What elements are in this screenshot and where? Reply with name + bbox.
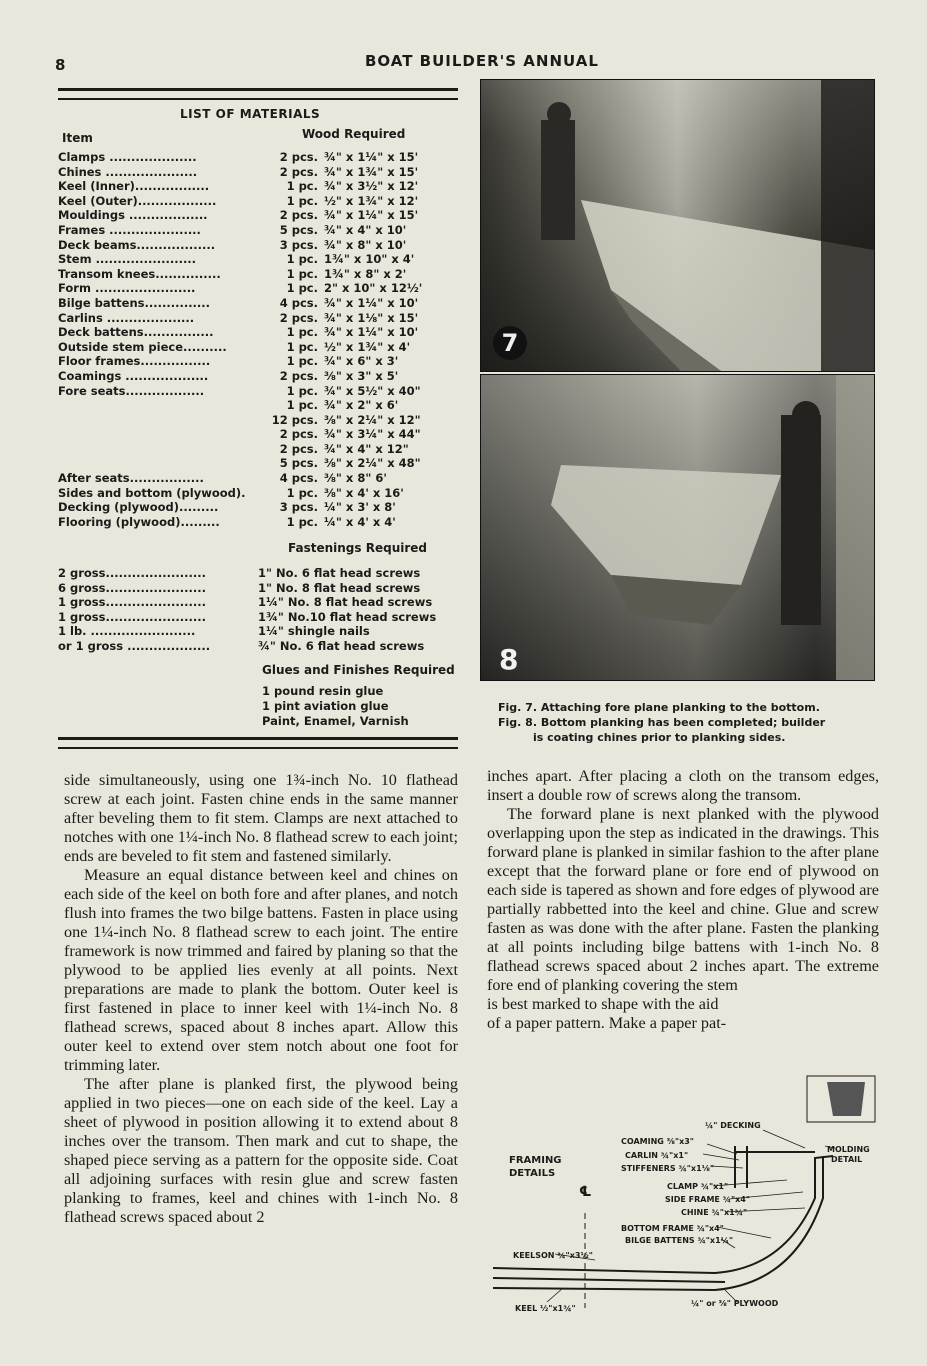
material-row <box>58 427 458 442</box>
material-qty: 5 pcs. <box>279 222 318 237</box>
material-qty: 1 pc. <box>286 179 318 194</box>
material-qty: 1 pc. <box>286 266 318 281</box>
label-centerline: ℄ <box>579 1184 592 1200</box>
label-bottom-frame: BOTTOM FRAME ¾"x4" <box>621 1224 724 1233</box>
label-molding: MOLDING <box>827 1145 870 1154</box>
material-qty: 1 pc. <box>286 193 318 208</box>
photo-fig-7 <box>480 79 875 372</box>
glue-item: 1 pound resin glue <box>262 684 384 698</box>
material-item: Chines ..................... <box>58 164 198 179</box>
material-qty: 12 pcs. <box>271 412 318 427</box>
material-qty: 5 pcs. <box>279 456 318 471</box>
material-item: Carlins .................... <box>58 310 195 325</box>
fastening-row <box>58 595 458 610</box>
caption-fig-7: Fig. 7. Attaching fore plane planking to the bottom. <box>498 701 820 714</box>
material-row <box>58 442 458 457</box>
page-number: 8 <box>55 56 66 74</box>
material-item: Deck battens................ <box>58 325 214 340</box>
material-qty: 1 pc. <box>286 354 318 369</box>
fastening-row <box>58 581 458 596</box>
materials-col-item: Item <box>62 131 93 145</box>
material-dims: ⅜" x 2¼" x 12" <box>324 412 421 427</box>
material-qty: 2 pcs. <box>279 310 318 325</box>
label-bilge-battens: BILGE BATTENS ¾"x1¼" <box>625 1236 734 1245</box>
label-stiffeners: STIFFENERS ¾"x1⅛" <box>621 1164 715 1173</box>
material-qty: 2 pcs. <box>279 164 318 179</box>
material-row <box>58 384 458 399</box>
material-item: Bilge battens............... <box>58 295 211 310</box>
material-row <box>58 296 458 311</box>
photo-fig-8 <box>480 374 875 681</box>
material-item: Transom knees............... <box>58 266 221 281</box>
material-item: Floor frames................ <box>58 354 211 369</box>
material-item <box>58 413 258 428</box>
fig-7-badge: 7 <box>493 326 527 360</box>
fastening-qty: 2 gross....................... <box>58 566 206 580</box>
glues-list <box>262 684 409 729</box>
material-qty: 1 pc. <box>286 325 318 340</box>
fastening-desc: 1¾" No.10 flat head screws <box>258 609 437 624</box>
top-double-rule <box>58 88 458 100</box>
fastenings-list <box>58 566 458 654</box>
fastening-row <box>58 639 458 654</box>
material-row <box>58 354 458 369</box>
label-plywood: ¼" or ⅜" PLYWOOD <box>691 1299 779 1308</box>
material-dims: ¾" x 4" x 12" <box>324 441 409 456</box>
material-row <box>58 500 458 515</box>
fastening-desc: 1¼" No. 8 flat head screws <box>258 595 433 610</box>
label-chine: CHINE ¾"x1¾" <box>681 1208 748 1217</box>
material-item: Clamps .................... <box>58 150 197 164</box>
material-item <box>58 398 258 413</box>
material-qty: 1 pc. <box>286 252 318 267</box>
fastening-desc: 1¼" shingle nails <box>258 624 370 639</box>
fastening-row <box>58 566 458 581</box>
material-qty: 2 pcs. <box>279 208 318 223</box>
fastening-row <box>58 610 458 625</box>
material-row <box>58 413 458 428</box>
fastenings-title: Fastenings Required <box>288 541 427 555</box>
fastening-desc: 1" No. 8 flat head screws <box>258 580 421 595</box>
material-qty: 3 pcs. <box>279 237 318 252</box>
label-keelson: KEELSON ¾"x3½" <box>513 1251 593 1260</box>
material-row <box>58 515 458 530</box>
caption-fig-8-line2: is coating chines prior to planking sides. <box>533 731 786 744</box>
glues-title: Glues and Finishes Required <box>262 663 455 677</box>
material-dims: ¾" x 1¼" x 10' <box>324 295 419 310</box>
label-coaming: COAMING ⅜"x3" <box>621 1137 694 1146</box>
material-dims: ¾" x 4" x 10' <box>324 222 407 237</box>
framing-details-diagram <box>485 1068 885 1318</box>
material-dims: ⅜" x 4' x 16' <box>324 485 404 500</box>
fastening-qty: or 1 gross ................... <box>58 638 211 653</box>
material-qty: 4 pcs. <box>279 295 318 310</box>
material-row <box>58 194 458 209</box>
material-item: Flooring (plywood)......... <box>58 514 220 529</box>
material-dims: ¾" x 1⅛" x 15' <box>324 310 419 325</box>
material-qty: 2 pcs. <box>279 368 318 383</box>
material-dims: ⅜" x 8" 6' <box>324 471 387 486</box>
material-item <box>58 427 258 442</box>
body-column-left <box>64 771 458 1227</box>
material-dims: ½" x 1¾" x 4' <box>324 339 411 354</box>
body-right-paragraph-2: The forward plane is next planked with the plywood overlapping upon the step as indicated in the drawings. This forward plane is planked in similar fashion to the after plane except that the forward plane or fore end of plywood on each side is tapered as shown and fore edges of plywood are partially rabbetted into the keel and chine. Glue and screw fasten as was done with the after plane. Fasten the planking at all points including bilge battens with 1-inch No. 8 flathead screws spaced about 2 inches apart. The extreme fore end of planking covering the stem <box>487 805 879 994</box>
material-dims: ½" x 1¾" x 12' <box>324 193 419 208</box>
material-row <box>58 340 458 355</box>
material-qty: 2 pcs. <box>279 441 318 456</box>
material-dims: ¾" x 2" x 6' <box>324 398 399 413</box>
label-side-frame: SIDE FRAME ¾"x4" <box>665 1195 750 1204</box>
material-dims: ¾" x 3¼" x 44" <box>324 427 421 442</box>
material-row <box>58 252 458 267</box>
material-item: Deck beams.................. <box>58 237 216 252</box>
body-left-paragraph-1: side simultaneously, using one 1¾-inch No. 10 flathead screw at each joint. Fasten chine ends in the same manner after beveling them to fit stem. Clamps are next attached to notches with one 1¼-inch No. 8 flathead screw to each joint; ends are beveled to fit stem and fastened similarly. <box>64 771 458 865</box>
material-dims: ⅜" x 3" x 5' <box>324 368 399 383</box>
material-qty: 2 pcs. <box>279 150 318 164</box>
material-item: Form ....................... <box>58 281 196 296</box>
material-dims: ¾" x 1¼" x 10' <box>324 325 419 340</box>
material-dims: 2" x 10" x 12½' <box>324 281 423 296</box>
running-title: BOAT BUILDER'S ANNUAL <box>365 52 599 70</box>
material-row <box>58 179 458 194</box>
diagram-title-line2: DETAILS <box>509 1168 556 1179</box>
material-dims: ¼" x 3' x 8' <box>324 500 396 515</box>
body-column-right <box>487 767 879 1033</box>
label-decking: ¼" DECKING <box>705 1121 761 1130</box>
material-item: Mouldings .................. <box>58 208 208 223</box>
label-keel: KEEL ½"x1¾" <box>515 1304 576 1313</box>
material-dims: ¾" x 5½" x 40" <box>324 383 421 398</box>
material-row <box>58 223 458 238</box>
label-carlin: CARLIN ¾"x1" <box>625 1151 689 1160</box>
material-qty: 1 pc. <box>286 514 318 529</box>
material-dims: 1¾" x 10" x 4' <box>324 252 415 267</box>
material-qty: 3 pcs. <box>279 500 318 515</box>
fastening-qty: 1 gross....................... <box>58 609 206 624</box>
material-dims: ¾" x 8" x 10' <box>324 237 407 252</box>
material-item: Outside stem piece.......... <box>58 339 227 354</box>
material-item: After seats................. <box>58 471 204 486</box>
material-item <box>58 456 258 471</box>
material-dims: ¼" x 4' x 4' <box>324 514 396 529</box>
photo-fig-7-image <box>481 80 874 371</box>
caption-fig-8-line1: Fig. 8. Bottom planking has been completed; builder <box>498 716 826 729</box>
material-row <box>58 486 458 501</box>
material-qty: 2 pcs. <box>279 427 318 442</box>
material-row <box>58 208 458 223</box>
material-dims: ¾" x 3½" x 12' <box>324 179 419 194</box>
material-qty: 1 pc. <box>286 383 318 398</box>
diagram-title-line1: FRAMING <box>509 1155 562 1166</box>
material-row <box>58 369 458 384</box>
material-dims: ¾" x 6" x 3' <box>324 354 399 369</box>
materials-list <box>58 150 458 529</box>
body-left-paragraph-3: The after plane is planked first, the plywood being applied in two pieces—one on each side of the keel. Lay a sheet of plywood in position allowing it to extend about 8 inches over the transom. Then mark and cut to shape, the shaped piece serving as a pattern for the opposite side. Coat all adjoining surfaces with resin glue and screw fasten planking to frames, keel and chines with 1-inch No. 8 flathead screws spaced about 2 <box>64 1075 458 1226</box>
material-dims: 1¾" x 8" x 2' <box>324 266 407 281</box>
glue-item: Paint, Enamel, Varnish <box>262 714 409 728</box>
material-item: Keel (Outer).................. <box>58 193 217 208</box>
material-row <box>58 281 458 296</box>
fastening-desc: ¾" No. 6 flat head screws <box>258 638 425 653</box>
glue-item: 1 pint aviation glue <box>262 699 389 713</box>
material-row <box>58 471 458 486</box>
material-row <box>58 456 458 471</box>
material-row <box>58 325 458 340</box>
materials-title: LIST OF MATERIALS <box>180 107 321 121</box>
material-item <box>58 442 258 457</box>
body-right-line-a: is best marked to shape with the aid <box>487 995 719 1013</box>
fastening-qty: 1 gross....................... <box>58 595 206 610</box>
material-row <box>58 165 458 180</box>
materials-col-wood: Wood Required <box>302 127 406 141</box>
material-qty: 1 pc. <box>286 281 318 296</box>
bottom-double-rule <box>58 737 458 749</box>
fastening-row <box>58 624 458 639</box>
material-item: Fore seats.................. <box>58 383 205 398</box>
label-clamp: CLAMP ¾"x1" <box>667 1182 729 1191</box>
material-row <box>58 267 458 282</box>
material-item: Stem ....................... <box>58 252 197 267</box>
material-qty: 4 pcs. <box>279 471 318 486</box>
fastening-desc: 1" No. 6 flat head screws <box>258 566 421 580</box>
material-qty: 1 pc. <box>286 485 318 500</box>
molding-detail-sketch <box>807 1076 875 1122</box>
photo-fig-8-image <box>481 375 874 680</box>
material-item: Keel (Inner)................. <box>58 179 210 194</box>
material-dims: ¾" x 1¾" x 15' <box>324 164 419 179</box>
material-qty: 1 pc. <box>286 339 318 354</box>
body-right-line-b: of a paper pattern. Make a paper pat- <box>487 1014 727 1032</box>
material-item: Coamings ................... <box>58 368 209 383</box>
material-row <box>58 398 458 413</box>
material-qty: 1 pc. <box>286 398 318 413</box>
material-dims: ¾" x 1¼" x 15' <box>324 208 419 223</box>
material-item: Decking (plywood)......... <box>58 500 219 515</box>
material-row <box>58 150 458 165</box>
material-item: Sides and bottom (plywood). <box>58 485 246 500</box>
body-left-paragraph-2: Measure an equal distance between keel and chines on each side of the keel on both fore and after planes, and notch flush into frames the two bilge battens. Fasten in place using one 1¼-inch No. 8 flathead screw to each joint. The entire framework is now trimmed and faired by planing so that the plywood to be applied lies evenly at all points. Next preparations are made to plank the bottom. Outer keel is first fastened in place to inner keel with 1¼-inch No. 8 flathead screws, spaced about 8 inches apart. Allow this outer keel to extend over stem notch about one foot for trimming later. <box>64 866 458 1074</box>
material-dims: ¾" x 1¼" x 15' <box>324 150 419 164</box>
fastening-qty: 1 lb. ........................ <box>58 624 196 639</box>
material-row <box>58 311 458 326</box>
body-right-paragraph-1: inches apart. After placing a cloth on the transom edges, insert a double row of screws along the transom. <box>487 767 879 804</box>
material-dims: ⅜" x 2¼" x 48" <box>324 456 421 471</box>
fastening-qty: 6 gross....................... <box>58 580 206 595</box>
label-detail: DETAIL <box>831 1155 863 1164</box>
fig-8-number: 8 <box>499 643 519 676</box>
material-row <box>58 238 458 253</box>
material-item: Frames ..................... <box>58 222 201 237</box>
